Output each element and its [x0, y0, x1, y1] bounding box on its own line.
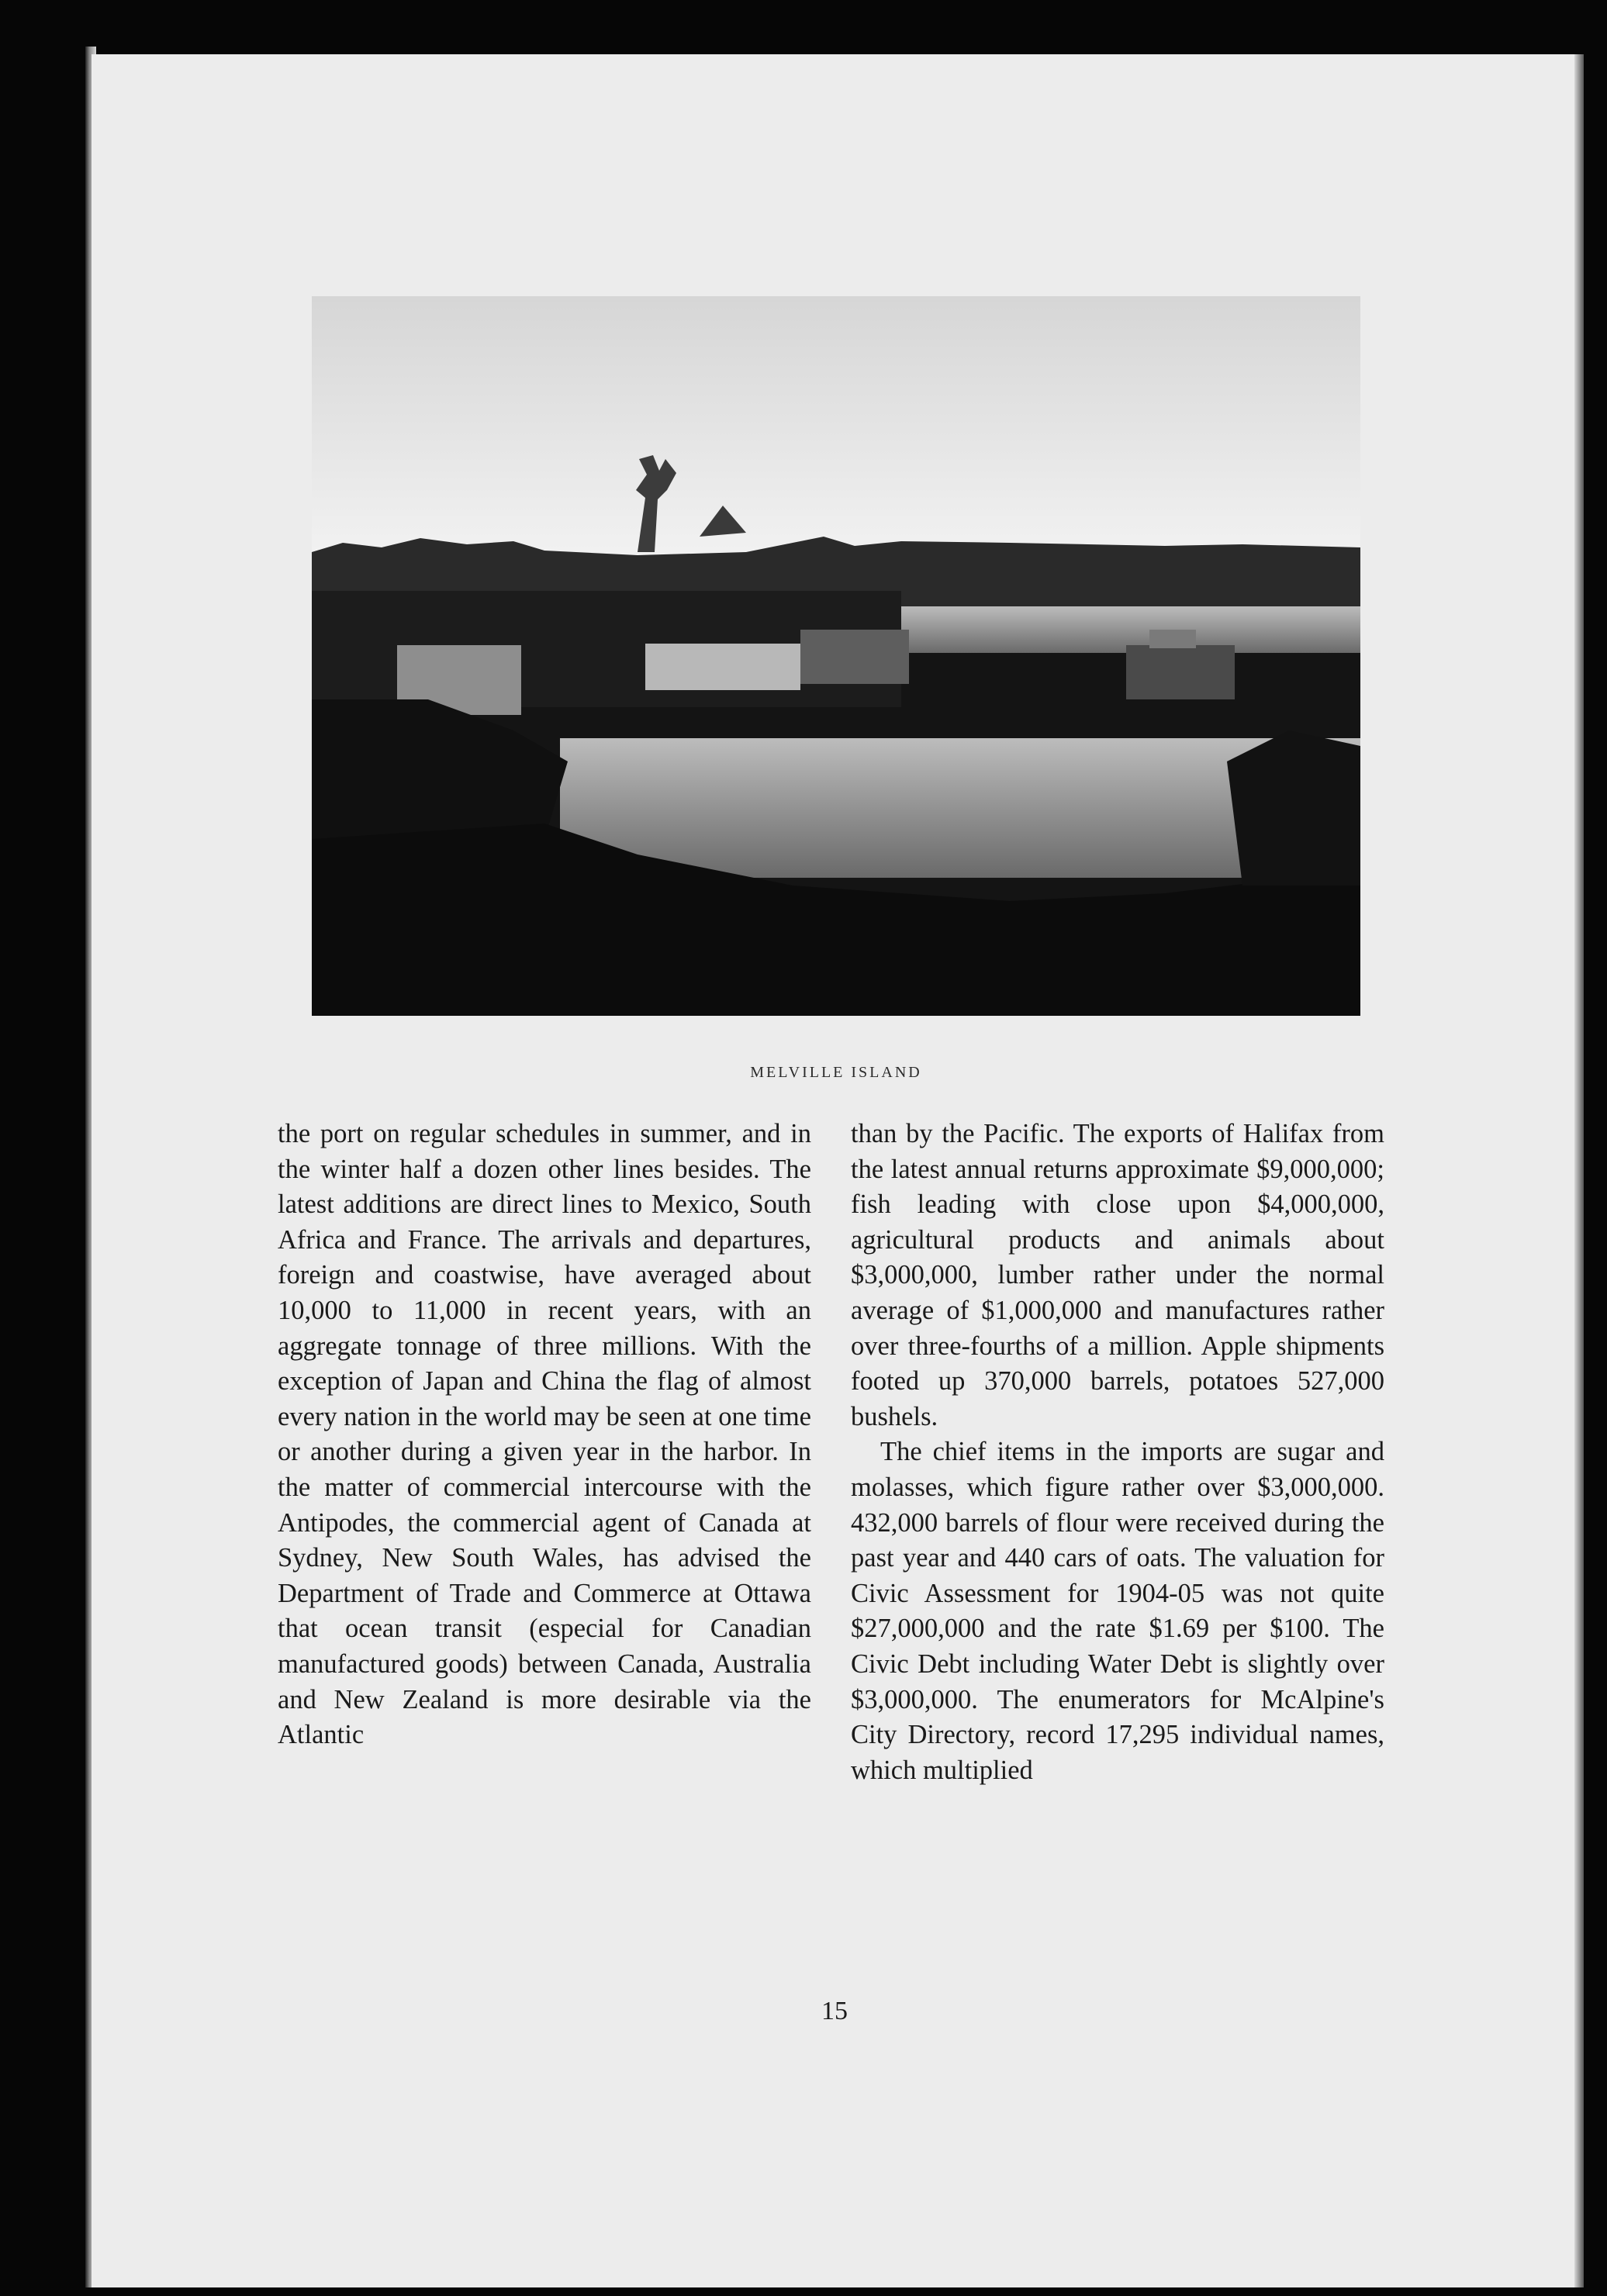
photo-caption: MELVILLE ISLAND [750, 1064, 922, 1081]
paragraph: The chief items in the imports are sugar and molasses, which figure rather over $3,000,000. 432,000 barrels of flour were received during the past year and 440 cars of oats. The valuation for Civic Assessment for 1904-05 was not quite $27,000,000 and the rate $1.69 per $100. The Civic Debt including Water Debt is slightly over $3,000,000. The enumerators for McAlpine's City Directory, record 17,295 individual names, which multiplied [851, 1437, 1384, 1785]
page-number: 15 [821, 1997, 848, 2025]
right-text-column [851, 1117, 1384, 1788]
page-edge-right [1574, 54, 1584, 2287]
left-text-column [278, 1117, 811, 1753]
melville-island-photograph [312, 296, 1360, 1016]
paragraph: than by the Pacific. The exports of Halifax from the latest annual returns approximate $9,000,000; fish leading with close upon $4,000,000, agricultural products and animals about $3,000,000, lumber rather under the normal average of $1,000,000 and manufactures rather over three-fourths of a million. Apple shipments footed up 370,000 barrels, potatoes 527,000 bushels. [851, 1119, 1384, 1431]
paragraph: the port on regular schedules in summer, and in the winter half a dozen other lines besides. The latest additions are direct lines to Mexico, South Africa and France. The arrivals and departures, foreign and coastwise, have averaged about 10,000 to 11,000 in recent years, with an aggregate tonnage of three millions. With the exception of Japan and China the flag of almost every nation in the world may be seen at one time or another during a given year in the harbor. In the matter of commercial intercourse with the Antipodes, the commercial agent of Canada at Sydney, New South Wales, has advised the Department of Trade and Commerce at Ottawa that ocean transit (especial for Canadian manufactured goods) between Canada, Australia and New Zealand is more desirable via the Atlantic [278, 1119, 811, 1750]
